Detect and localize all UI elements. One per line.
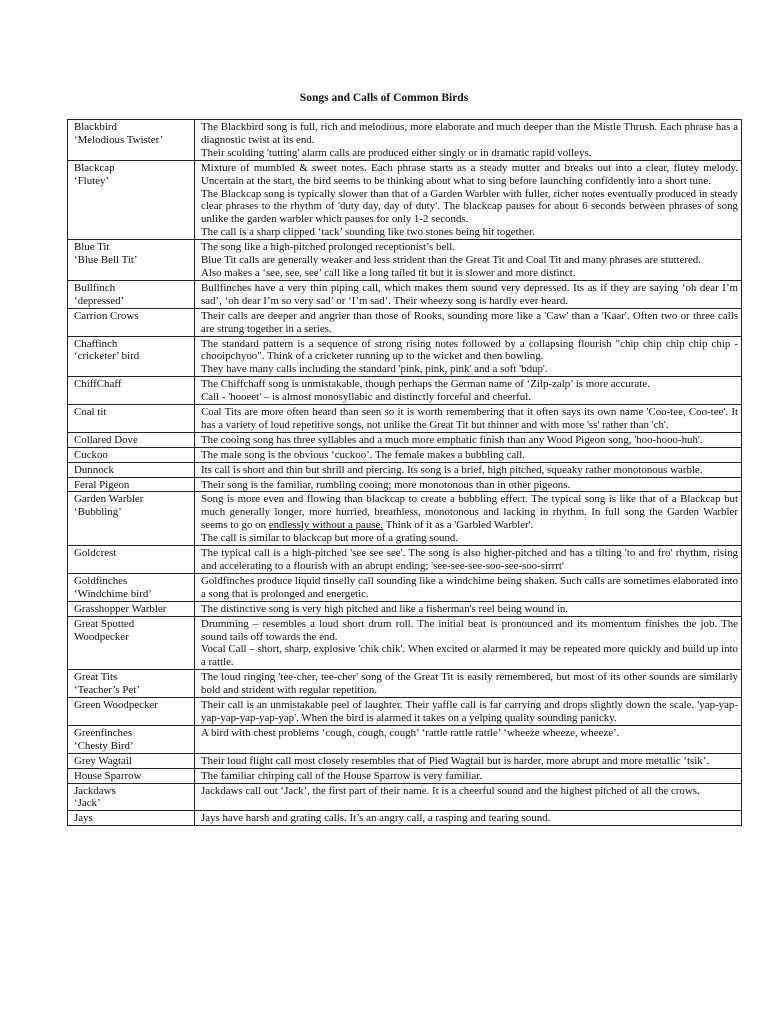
table-row bbox=[68, 160, 742, 239]
table-row bbox=[68, 492, 742, 546]
table-row bbox=[68, 573, 742, 601]
description-paragraph: The Chiffchaff song is unmistakable, though perhaps the German name of ‘Zilp-zalp’ is more accurate. bbox=[201, 378, 650, 391]
description-text: Song is more even and flowing than blackcap to create a bubbling effect. The typical song is like that of a Blackcap but much generally longer, more hurried, breathless, monotonous and lacking in rhythm. In full song the Garden Warbler seems to go on bbox=[201, 493, 738, 532]
description-cell bbox=[195, 753, 742, 768]
bird-name: Blue Tit bbox=[74, 241, 110, 254]
bird-name: Greenfinches bbox=[74, 726, 133, 739]
table-row bbox=[68, 698, 742, 726]
description-cell bbox=[195, 698, 742, 726]
description-paragraph: The Blackcap song is typically slower than that of a Garden Warbler with fuller, richer notes eventually produced in steady clear phrases to the rhythm of 'duty day, day of duty'. The blackcap pauses for about 6 seconds between phrases of song unlike the garden warbler which pauses for only 1-2 seconds. bbox=[201, 187, 738, 226]
description-paragraph: Jays have harsh and grating calls. It’s an angry call, a rasping and tearing sound. bbox=[201, 812, 551, 825]
description-cell bbox=[195, 462, 742, 477]
description-cell bbox=[195, 768, 742, 783]
bird-name-cell bbox=[68, 377, 195, 405]
bird-name: Green Woodpecker bbox=[74, 699, 158, 712]
bird-name-cell bbox=[68, 811, 195, 826]
underlined-text: endlessly without a pause. bbox=[268, 519, 384, 532]
description-paragraph: Jackdaws call out ‘Jack’, the first part of their name. It is a cheerful sound and the highest pitched of all the crows. bbox=[201, 784, 700, 797]
bird-name-cell bbox=[68, 462, 195, 477]
description-cell bbox=[195, 447, 742, 462]
table-row bbox=[68, 240, 742, 281]
description-paragraph: Their scolding 'tutting' alarm calls are produced either singly or in dramatic rapid volleys. bbox=[201, 146, 592, 159]
bird-name: Collared Dove bbox=[74, 433, 138, 446]
description-cell bbox=[195, 405, 742, 433]
description-paragraph: Call - 'hooeet' – is almost monosyllabic and distinctly forceful and cheerful. bbox=[201, 391, 531, 404]
bird-name-cell bbox=[68, 477, 195, 492]
description-paragraph: Their call is an unmistakable peel of laughter. Their yaffle call is far carrying and drops slightly down the scale. 'yap-yap-yap-yap-yap-yap-yap'. When the bird is alarmed it takes on a yelping quality sounding panicky. bbox=[201, 699, 738, 724]
bird-name-cell bbox=[68, 336, 195, 377]
page-title: Songs and Calls of Common Birds bbox=[299, 92, 469, 104]
table-row bbox=[68, 546, 742, 574]
bird-name: Dunnock bbox=[74, 463, 114, 476]
bird-nickname: Woodpecker bbox=[74, 630, 129, 643]
table-row bbox=[68, 462, 742, 477]
description-cell bbox=[195, 616, 742, 670]
bird-name-cell bbox=[68, 447, 195, 462]
table-row bbox=[68, 768, 742, 783]
bird-name: Garden Warbler bbox=[74, 493, 144, 506]
table-row bbox=[68, 601, 742, 616]
bird-nickname: ‘Chesty Bird’ bbox=[74, 739, 134, 752]
bird-name-cell bbox=[68, 280, 195, 308]
bird-name: House Sparrow bbox=[74, 769, 142, 782]
bird-name-cell bbox=[68, 783, 195, 811]
bird-name-cell bbox=[68, 432, 195, 447]
description-cell bbox=[195, 120, 742, 161]
bird-name-cell bbox=[68, 573, 195, 601]
bird-name: Jackdaws bbox=[74, 784, 116, 797]
bird-name-cell bbox=[68, 546, 195, 574]
bird-nickname: ‘Bubbling’ bbox=[74, 506, 122, 519]
bird-name: Feral Pigeon bbox=[74, 478, 130, 491]
table-row bbox=[68, 477, 742, 492]
description-paragraph: Mixture of mumbled & sweet notes. Each phrase starts as a steady mutter and breaks out into a clear, flutey melody. Uncertain at the start, the bird seems to be thinking about what to sing before launching confidently into a short tune. bbox=[201, 161, 738, 187]
bird-name: ChiffChaff bbox=[74, 378, 122, 391]
description-paragraph: The loud ringing 'tee-cher, tee-cher' song of the Great Tit is easily remembered, but most of its other sounds are similarly bold and strident with regular repetition. bbox=[201, 671, 738, 697]
bird-name-cell bbox=[68, 670, 195, 698]
description-paragraph: Drumming – resembles a loud short drum roll. The initial beat is pronounced and its momentum finishes the job. The sound tails off towards the end. bbox=[201, 617, 738, 643]
description-paragraph: Their calls are deeper and angrier than those of Rooks, sounding more like a 'Caw' than a 'Kaar'. Often two or three calls are strung together in a series. bbox=[201, 309, 738, 335]
description-cell bbox=[195, 336, 742, 377]
description-paragraph: The call is a sharp clipped ‘tack’ sounding like two stones being hit together. bbox=[201, 226, 535, 239]
table-row bbox=[68, 336, 742, 377]
bird-name: Cuckoo bbox=[74, 448, 108, 461]
bird-name: Bullfinch bbox=[74, 281, 116, 294]
description-paragraph: The song like a high-pitched prolonged receptionist’s bell. bbox=[201, 241, 456, 254]
bird-name-cell bbox=[68, 160, 195, 239]
description-paragraph: Their loud flight call most closely resembles that of Pied Wagtail but is harder, more abrupt and more metallic ‘tsik’. bbox=[201, 754, 710, 767]
description-paragraph: A bird with chest problems ‘cough, cough, cough’ ‘rattle rattle rattle’ ‘wheeze wheeze, wheeze’. bbox=[201, 726, 620, 739]
bird-name-cell bbox=[68, 753, 195, 768]
bird-nickname: ‘depressed’ bbox=[74, 294, 125, 307]
bird-name: Blackbird bbox=[74, 121, 117, 133]
description-cell bbox=[195, 811, 742, 826]
bird-nickname: ‘Flutey’ bbox=[74, 174, 110, 187]
bird-name: Grasshopper Warbler bbox=[74, 602, 167, 615]
description-cell bbox=[195, 280, 742, 308]
bird-name: Coal tit bbox=[74, 406, 107, 419]
description-paragraph: Its call is short and thin but shrill and piercing. Its song is a brief, high pitched, squeaky rather monotonous warble. bbox=[201, 463, 703, 476]
description-cell bbox=[195, 308, 742, 336]
bird-name: Jays bbox=[74, 812, 93, 825]
description-cell bbox=[195, 670, 742, 698]
description-cell bbox=[195, 783, 742, 811]
description-cell bbox=[195, 377, 742, 405]
bird-nickname: ‘Jack’ bbox=[74, 797, 101, 810]
description-paragraph: The distinctive song is very high pitched and like a fisherman's reel being wound in. bbox=[201, 602, 569, 615]
table-row bbox=[68, 783, 742, 811]
description-paragraph: Blue Tit calls are generally weaker and less strident than the Great Tit and Coal Tit and many phrases are stuttered. bbox=[201, 254, 701, 267]
description-paragraph: Bullfinches have a very thin piping call, which makes them sound very depressed. Its as if they are saying ‘oh dear I’m sad’, ‘oh dear I’m so very sad’ or ‘I’m sad’. Their wheezy song is hardly ever heard. bbox=[201, 281, 738, 307]
bird-nickname: ‘cricketer’ bird bbox=[74, 350, 140, 363]
bird-name-cell bbox=[68, 120, 195, 161]
description-paragraph: They have many calls including the standard 'pink, pink, pink' and a soft 'bdup'. bbox=[201, 363, 548, 376]
bird-name-cell bbox=[68, 616, 195, 670]
bird-name: Great Spotted bbox=[74, 617, 135, 630]
description-paragraph: The male song is the obvious ‘cuckoo’. The female makes a bubbling call. bbox=[201, 448, 526, 461]
description-paragraph: The call is similar to blackcap but more of a grating sound. bbox=[201, 532, 459, 545]
bird-name: Blackcap bbox=[74, 161, 115, 174]
table-row bbox=[68, 405, 742, 433]
table-row bbox=[68, 377, 742, 405]
bird-table bbox=[67, 119, 742, 826]
description-paragraph: Coal Tits are more often heard than seen so it is worth remembering that it often says its own name 'Coo-tee, Coo-tee'. It has a variety of loud repetitive songs, not unlike the Great Tit but thinner and with more 'ss' rather than 'ch'. bbox=[201, 406, 738, 431]
description-paragraph: Their song is the familiar, rumbling cooing; more monotonous than in other pigeons. bbox=[201, 478, 571, 491]
bird-name: Carrion Crows bbox=[74, 309, 139, 322]
table-row bbox=[68, 616, 742, 670]
description-paragraph: Vocal Call – short, sharp, explosive 'chik chik'. When excited or alarmed it may be repeated more quickly and build up into a rattle. bbox=[201, 643, 738, 669]
description-cell bbox=[195, 240, 742, 281]
description-paragraph: The standard pattern is a sequence of strong rising notes followed by a collapsing flourish "chip chip chip chip chip - chooipchyoo". Think of a cricketer running up to the wicket and then bowling. bbox=[201, 337, 738, 363]
description-cell bbox=[195, 725, 742, 753]
description-paragraph: The cooing song has three syllables and a much more emphatic finish than any Wood Pigeon song, 'hoo-hooo-huh'. bbox=[201, 433, 703, 446]
description-paragraph: Also makes a ‘see, see, see’ call like a long tailed tit but it is slower and more distinct. bbox=[201, 266, 576, 279]
bird-nickname: ‘Blue Bell Tit’ bbox=[74, 254, 138, 267]
description-cell bbox=[195, 546, 742, 574]
table-row bbox=[68, 308, 742, 336]
table-row bbox=[68, 432, 742, 447]
bird-nickname: ‘Teacher’s Pet’ bbox=[74, 684, 140, 697]
bird-nickname: ‘Melodious Twister’ bbox=[74, 133, 164, 146]
bird-name-cell bbox=[68, 240, 195, 281]
description-cell bbox=[195, 432, 742, 447]
bird-name-cell bbox=[68, 768, 195, 783]
description-cell bbox=[195, 477, 742, 492]
bird-name-cell bbox=[68, 698, 195, 726]
description-paragraph bbox=[201, 493, 738, 532]
bird-name: Grey Wagtail bbox=[74, 754, 132, 767]
bird-name-cell bbox=[68, 308, 195, 336]
description-paragraph: The Blackbird song is full, rich and melodious, more elaborate and much deeper than the Mistle Thrush. Each phrase has a diagnostic twist at its end. bbox=[201, 121, 738, 146]
bird-name-cell bbox=[68, 405, 195, 433]
bird-name: Chaffinch bbox=[74, 337, 118, 350]
description-text: Think of it as a 'Garbled Warbler'. bbox=[383, 519, 534, 532]
table-row bbox=[68, 670, 742, 698]
description-cell bbox=[195, 573, 742, 601]
description-paragraph: The typical call is a high-pitched 'see see see'. The song is also higher-pitched and has a tilting 'to and fro' rhythm, rising and accelerating to a flourish with an abrupt ending; 'see-see-see-soo-see-soo-sirrrt' bbox=[201, 547, 738, 572]
bird-name: Goldcrest bbox=[74, 547, 117, 560]
bird-name-cell bbox=[68, 601, 195, 616]
table-row bbox=[68, 811, 742, 826]
table-row bbox=[68, 725, 742, 753]
description-paragraph: Goldfinches produce liquid tinselly call sounding like a windchime being shaken. Such calls are sometimes elaborated into a song that is prolonged and energetic. bbox=[201, 574, 738, 600]
table-row bbox=[68, 280, 742, 308]
description-paragraph: The familiar chirping call of the House Sparrow is very familiar. bbox=[201, 769, 482, 782]
description-cell bbox=[195, 492, 742, 546]
bird-name-cell bbox=[68, 725, 195, 753]
table-body bbox=[68, 120, 742, 826]
bird-name-cell bbox=[68, 492, 195, 546]
description-cell bbox=[195, 601, 742, 616]
bird-name: Goldfinches bbox=[74, 574, 128, 587]
table-row bbox=[68, 120, 742, 161]
table-row bbox=[68, 753, 742, 768]
table-row bbox=[68, 447, 742, 462]
bird-nickname: ‘Windchime bird’ bbox=[74, 587, 152, 600]
description-cell bbox=[195, 160, 742, 239]
bird-name: Great Tits bbox=[74, 671, 118, 684]
